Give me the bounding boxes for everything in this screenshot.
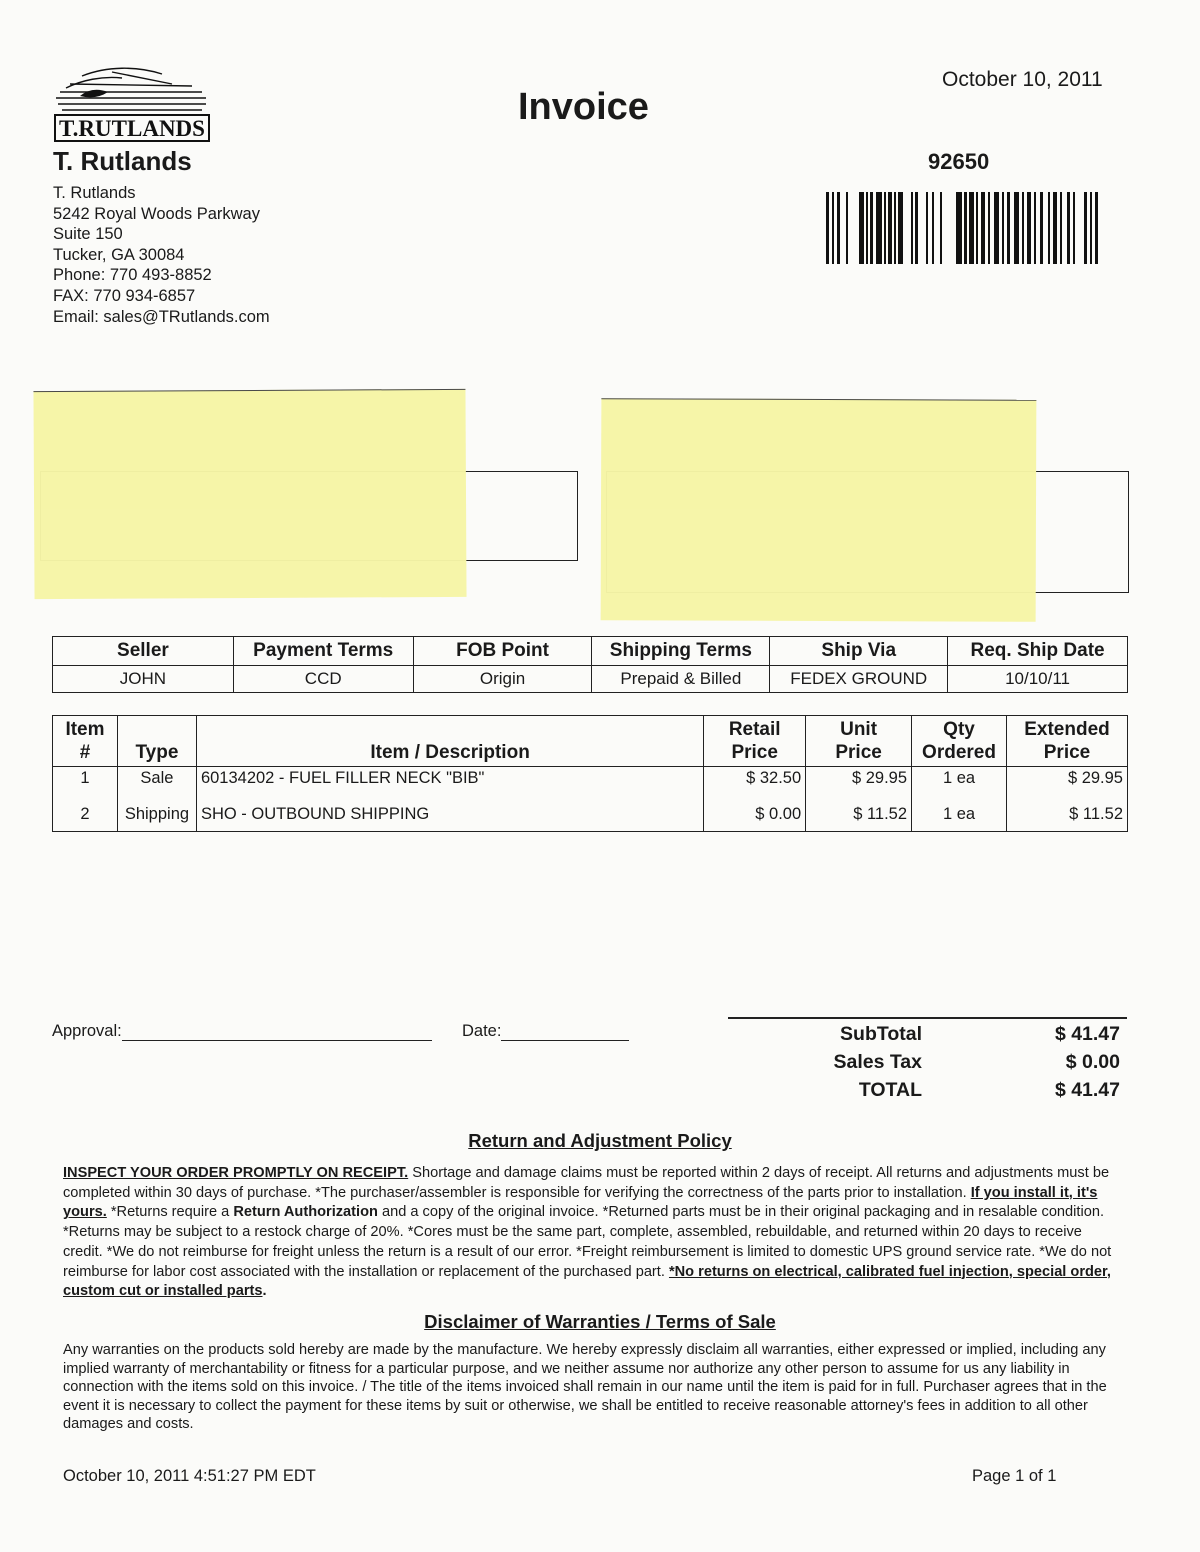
return-authorization: Return Authorization — [233, 1204, 378, 1221]
extended-price: $ 11.52 — [1007, 803, 1128, 832]
qty-ordered: 1 ea — [912, 803, 1007, 832]
retail-price-header: Retail Price — [704, 716, 806, 767]
print-timestamp: October 10, 2011 4:51:27 PM EDT — [63, 1467, 316, 1485]
subtotal-value: $ 41.47 — [1054, 1023, 1120, 1045]
install-notice: If you install it, it's yours. — [63, 1184, 1098, 1221]
sales-tax-label: Sales Tax — [833, 1051, 922, 1073]
note-edge — [601, 398, 1036, 401]
extended-price-header: Extended Price — [1007, 716, 1128, 767]
item-description: SHO - OUTBOUND SHIPPING — [196, 803, 703, 832]
totals-rule — [728, 1017, 1127, 1019]
seller-value: JOHN — [53, 666, 234, 693]
approval-date-line[interactable] — [501, 1022, 629, 1041]
retail-price: $ 32.50 — [704, 767, 806, 804]
note-edge — [33, 389, 465, 392]
total-label: TOTAL — [858, 1079, 922, 1101]
total-value: $ 41.47 — [1054, 1079, 1120, 1101]
return-policy-title: Return and Adjustment Policy — [468, 1130, 732, 1151]
address-line: Tucker, GA 30084 — [53, 245, 185, 264]
approval-field — [52, 1022, 432, 1041]
shipping-terms-value: Prepaid & Billed — [592, 666, 770, 693]
type-header: Type — [117, 716, 196, 767]
payment-terms-value: CCD — [233, 666, 413, 693]
company-name: T. Rutlands — [53, 146, 192, 176]
ship-via-header: Ship Via — [770, 637, 948, 666]
item-number-header: Item # — [53, 716, 118, 767]
payment-terms-header: Payment Terms — [233, 637, 413, 666]
extended-price: $ 29.95 — [1007, 767, 1128, 804]
qty-ordered-header: Qty Ordered — [912, 716, 1007, 767]
redaction-note-bill-to — [33, 389, 466, 599]
email-line: Email: sales@TRutlands.com — [53, 307, 270, 326]
company-logo — [52, 62, 212, 144]
unit-price: $ 11.52 — [806, 803, 912, 832]
retail-price: $ 0.00 — [704, 803, 806, 832]
return-policy-text: INSPECT YOUR ORDER PROMPTLY ON RECEIPT. Shortage and damage claims must be reported within 2 days of receipt. All returns and adjustments must be completed within 30 days of purchase. *The purchaser/assembler is responsible for verifying the correctness of the parts prior to installation. If you install it, it's yours. *Returns require a Return Authorization and a copy of the original invoice. *Returned parts must be in their original packaging and in resalable condition. *Returns may be subject to a restock charge of 20%. *Cores must be the same part, complete, assembled, rebuildable, and returned within 20 days to receive credit. *We do not reimburse for freight unless the return is a result of our error. *Freight reimbursement is limited to domestic UPS ground service rate. *We do not reimburse for labor cost associated with the installation or replacement of the purchased part. *No returns on electrical, calibrated fuel injection, special order, custom cut or installed parts. — [63, 1165, 1112, 1300]
table-row — [53, 767, 1128, 804]
shipping-terms-header: Shipping Terms — [592, 637, 770, 666]
company-address — [53, 183, 270, 327]
address-line: Suite 150 — [53, 225, 123, 244]
address-line: T. Rutlands — [53, 184, 136, 202]
qty-ordered: 1 ea — [912, 767, 1007, 804]
fob-point-value: Origin — [413, 666, 592, 693]
item-number: 2 — [53, 803, 118, 832]
item-type: Shipping — [117, 803, 196, 832]
approval-signature-line[interactable] — [122, 1022, 432, 1041]
subtotal-label: SubTotal — [840, 1023, 922, 1045]
phone-line: Phone: 770 493-8852 — [53, 266, 212, 285]
approval-label: Approval: — [52, 1022, 122, 1040]
no-returns-notice: *No returns on electrical, calibrated fuel injection, special order, custom cut or installed parts — [63, 1263, 1111, 1300]
description-header: Item / Description — [196, 716, 703, 767]
address-line: 5242 Royal Woods Parkway — [53, 204, 260, 223]
item-type: Sale — [117, 767, 196, 804]
page-number: Page 1 of 1 — [972, 1467, 1057, 1485]
req-ship-date-value: 10/10/11 — [948, 666, 1128, 693]
sales-tax-value: $ 0.00 — [1065, 1051, 1120, 1073]
approval-date-field — [462, 1022, 629, 1041]
table-row — [53, 803, 1128, 832]
item-description: 60134202 - FUEL FILLER NECK "BIB" — [196, 767, 703, 804]
fax-line: FAX: 770 934-6857 — [53, 286, 196, 305]
items-header-row — [53, 716, 1128, 767]
disclaimer-title: Disclaimer of Warranties / Terms of Sale — [424, 1311, 776, 1332]
terms-table — [52, 636, 1128, 693]
invoice-date: October 10, 2011 — [942, 68, 1103, 91]
req-ship-date-header: Req. Ship Date — [948, 637, 1128, 666]
inspect-order-notice: INSPECT YOUR ORDER PROMPTLY ON RECEIPT. — [63, 1165, 409, 1181]
items-table — [52, 715, 1128, 832]
item-number: 1 — [53, 767, 118, 804]
logo-text: T.RUTLANDS — [59, 116, 205, 141]
unit-price-header: Unit Price — [806, 716, 912, 767]
date-label: Date: — [462, 1022, 502, 1040]
fob-point-header: FOB Point — [413, 637, 592, 666]
disclaimer-text: Any warranties on the products sold hereby are made by the manufacture. We hereby expressly disclaim all warranties, either expressed or implied, including any implied warranty of merchantability or fitness for a particular purpose, and we neither assume nor authorize any other person to assume for us any liability in connection with the items sold on this invoice. / The title of the items invoiced shall remain in our name until the item is paid for in full. Purchaser agrees that in the event it is necessary to collect the payment for these items by suit or otherwise, we shall be entitled to receive reasonable attorney's fees in addition to all other damages and costs. — [63, 1342, 1107, 1433]
unit-price: $ 29.95 — [806, 767, 912, 804]
document-title: Invoice — [518, 86, 649, 128]
barcode — [826, 192, 1101, 264]
invoice-number: 92650 — [928, 149, 990, 174]
seller-header: Seller — [53, 637, 234, 666]
ship-via-value: FEDEX GROUND — [770, 666, 948, 693]
redaction-note-ship-to — [601, 398, 1037, 622]
